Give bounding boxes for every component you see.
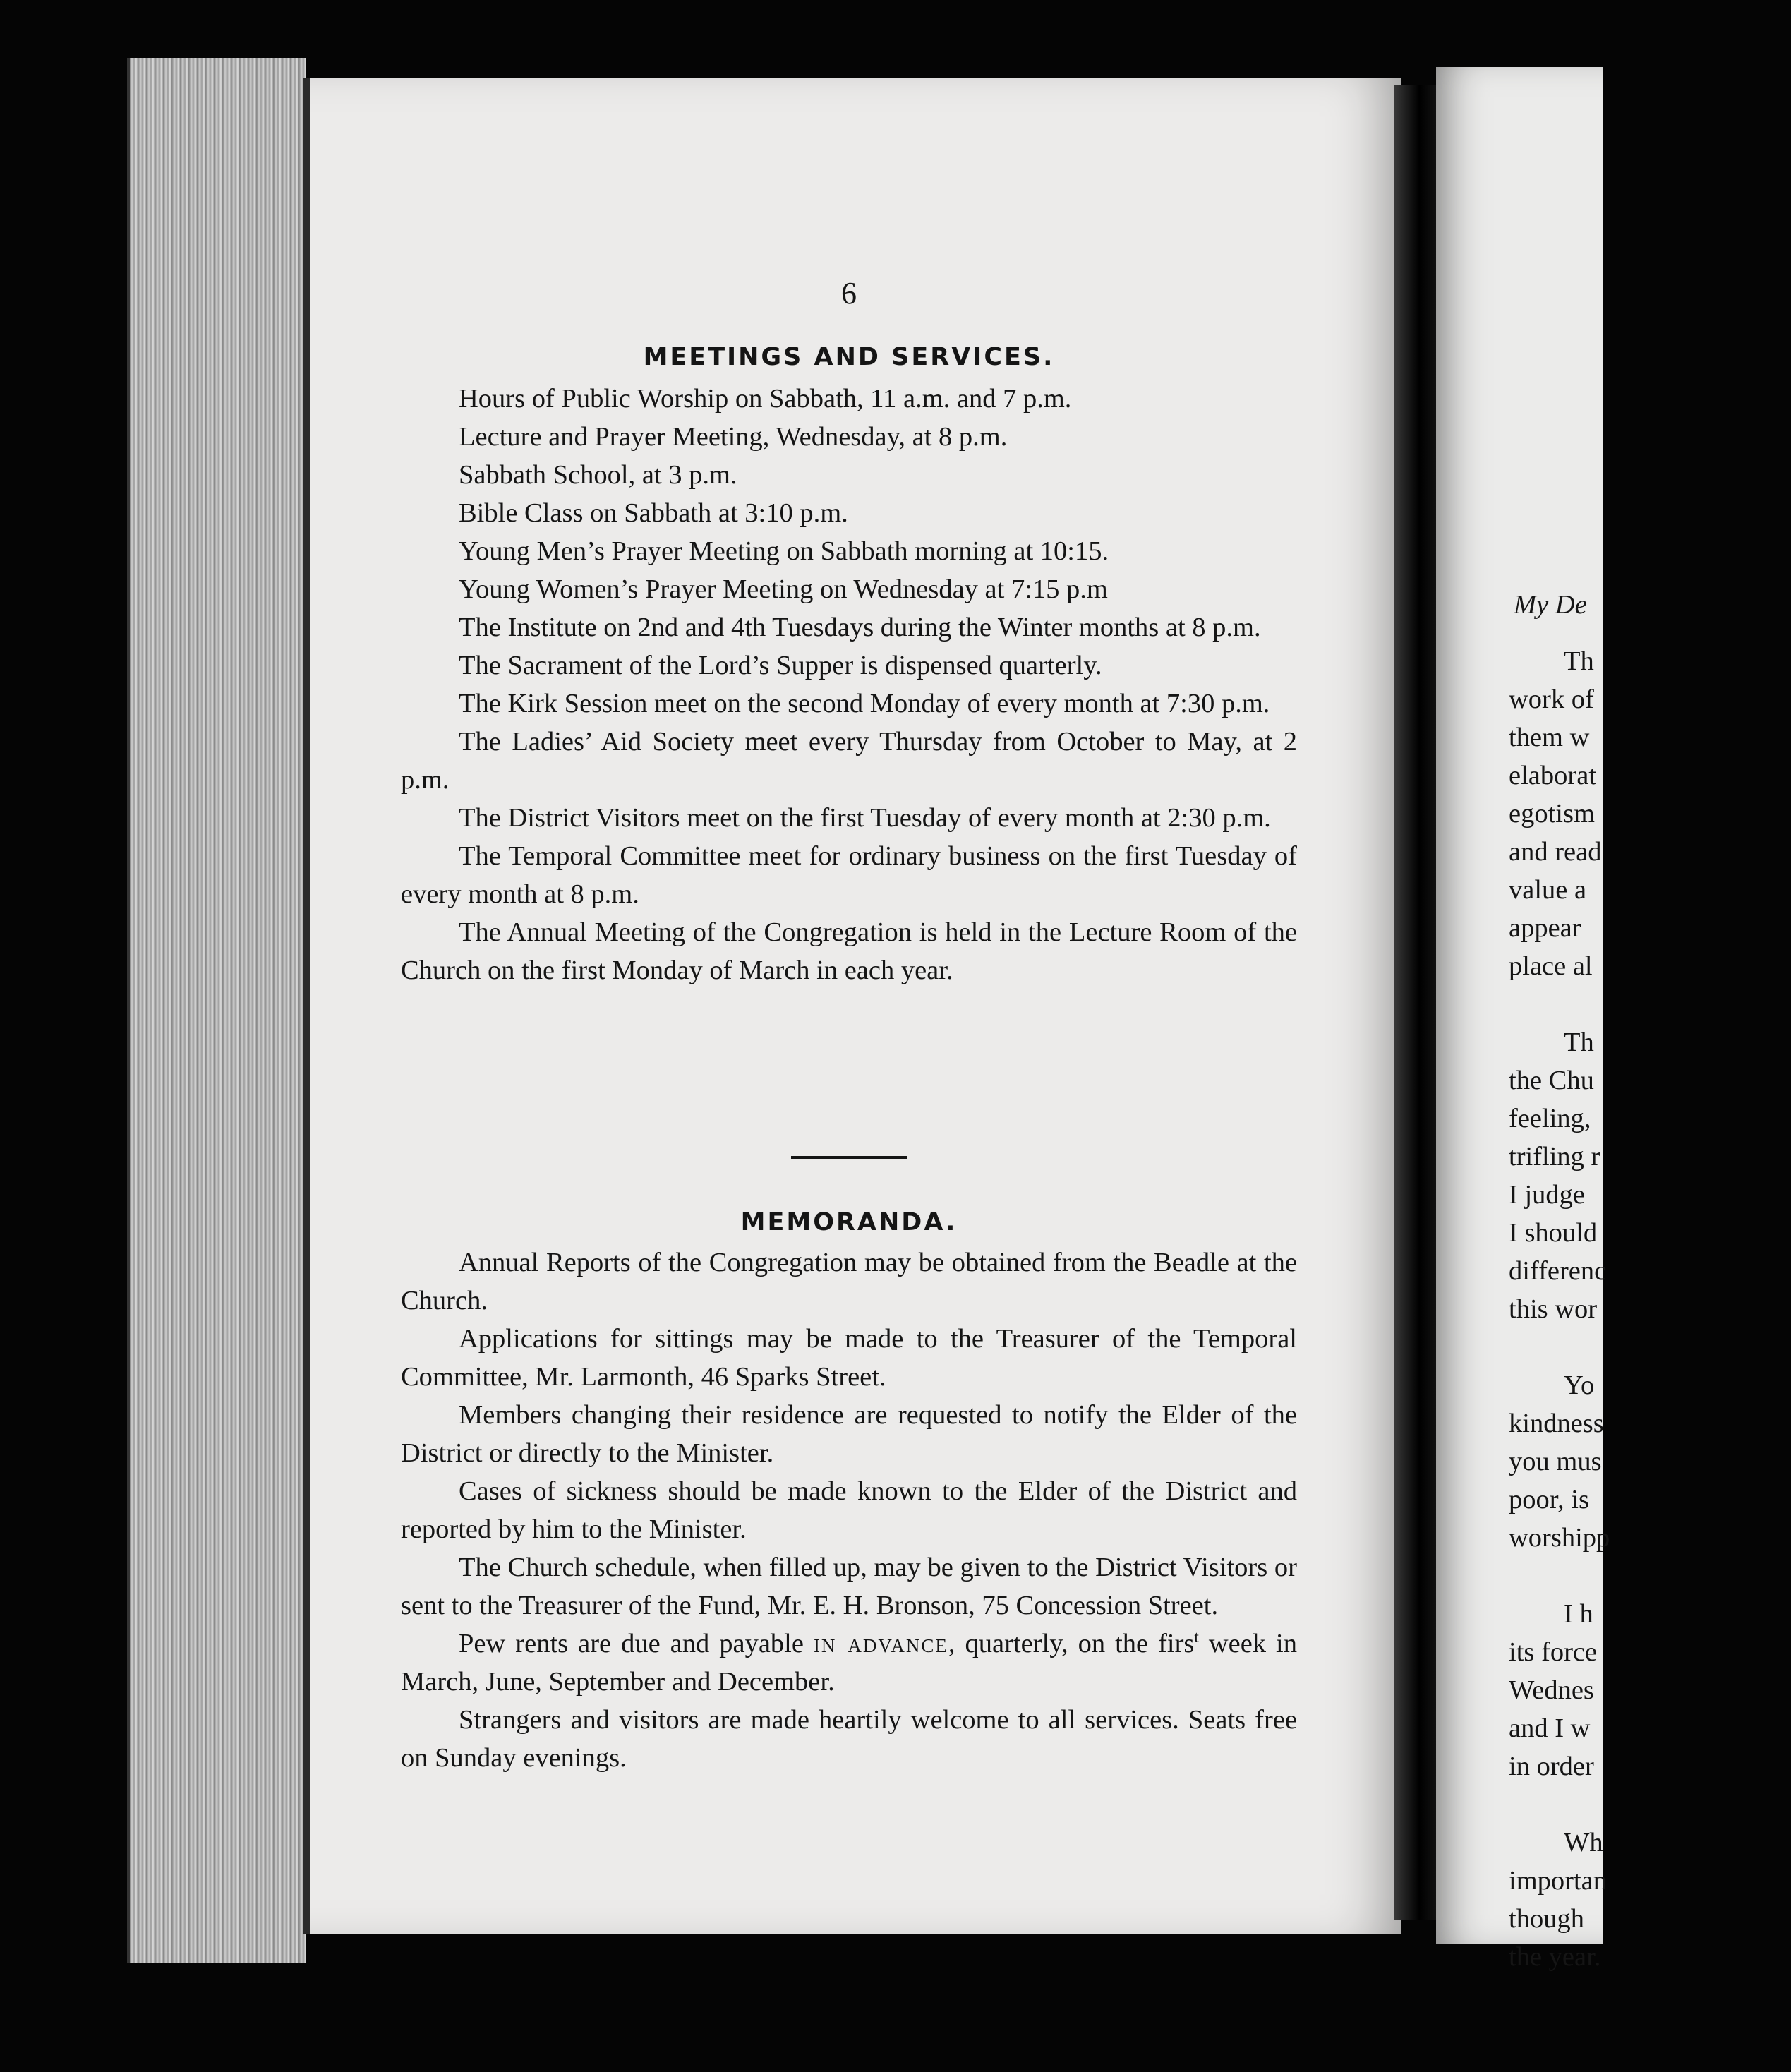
right-text-line: work of [1509,685,1594,714]
meeting-item-3: Sabbath School, at 3 p.m. [459,460,737,490]
right-text-line: Wednes [1509,1675,1594,1705]
meeting-item-6: Young Women’s Prayer Meeting on Wednesday at 7:15 p.m [459,574,1108,604]
right-text-line: appear [1509,913,1581,943]
section-title-memoranda: MEMORANDA. [740,1208,958,1236]
right-text-line: value a [1509,875,1587,905]
right-text-line: Yo [1564,1371,1595,1400]
memoranda-paragraphs [401,1243,1297,1625]
section-title-meetings: MEETINGS AND SERVICES. [643,343,1055,371]
right-text-line: worshipp [1509,1523,1610,1553]
memo-pew-rents [401,1625,1297,1701]
meeting-item-11: The District Visitors meet on the first Tuesday of every month at 2:30 p.m. [459,803,1271,833]
pew-text-in-advance: in advance [813,1629,948,1658]
book-gutter [1394,85,1436,1920]
right-page [1436,67,1610,1972]
right-text-line: feeling, [1509,1104,1591,1133]
right-text-line: in order [1509,1752,1594,1781]
right-text-line: and I w [1509,1713,1591,1743]
right-text-line: this wor [1509,1294,1598,1324]
right-text-line: I should [1509,1218,1598,1248]
right-text-line: egotism [1509,799,1595,829]
pew-text-end: week in March, June, September and December. [401,1629,1297,1697]
right-text-line: you mus [1509,1447,1602,1476]
right-paragraph-gap [1509,1328,1791,1366]
right-text-line: trifling r [1509,1142,1600,1171]
right-text-line: place al [1509,951,1593,981]
meeting-item-12: The Temporal Committee meet for ordinary business on the first Tuesday of every month at 8 p.m. [401,841,1297,909]
right-paragraph-gap [1509,1557,1791,1595]
right-text-line: differenc [1509,1256,1607,1286]
memo-closing: Strangers and visitors are made heartily welcome to all services. Seats free on Sunday evenings. [401,1705,1297,1773]
pew-text-before: Pew rents are due and payable [459,1629,814,1658]
right-text-line: poor, is [1509,1485,1589,1514]
meeting-item-4: Bible Class on Sabbath at 3:10 p.m. [459,498,848,528]
memoranda-list [401,1243,1297,1777]
right-text-line: I h [1564,1599,1593,1629]
meeting-item-1: Hours of Public Worship on Sabbath, 11 a.m. and 7 p.m. [459,384,1072,414]
pew-text-after: , quarterly, on the firs [948,1629,1195,1658]
right-text-line: the Chu [1509,1066,1594,1095]
right-text-line: kindness [1509,1409,1604,1438]
meeting-item-7: The Institute on 2nd and 4th Tuesdays during the Winter months at 8 p.m. [459,613,1261,642]
page-number: 6 [841,276,857,311]
meeting-item-9: The Kirk Session meet on the second Monday of every month at 7:30 p.m. [459,689,1270,718]
section-divider [791,1156,907,1159]
right-text-line: them w [1509,723,1590,752]
meeting-item-8: The Sacrament of the Lord’s Supper is dispensed quarterly. [459,651,1102,680]
right-paragraph-gap [1509,1785,1791,1824]
right-text-line: though [1509,1904,1584,1934]
right-salutation: My De [1514,590,1587,620]
meeting-item-10: The Ladies’ Aid Society meet every Thursday from October to May, at 2 p.m. [401,727,1297,795]
memo-item-2: Applications for sittings may be made to the Treasurer of the Temporal Committee, Mr. Larmonth, 46 Sparks Street. [401,1324,1297,1392]
meeting-item-5: Young Men’s Prayer Meeting on Sabbath morning at 10:15. [459,536,1109,566]
right-text-line: the year. [1509,1942,1601,1972]
right-text-line: its force [1509,1637,1598,1667]
right-page-text [1509,642,1791,1976]
meetings-list [401,380,1297,989]
right-paragraph-gap [1509,985,1791,1023]
memo-item-3: Members changing their residence are requested to notify the Elder of the District or directly to the Minister. [401,1400,1297,1468]
pew-text-sup: t [1194,1627,1199,1646]
right-text-line: elaborat [1509,761,1596,790]
right-text-line: Wh [1564,1828,1603,1857]
memo-item-4: Cases of sickness should be made known to the Elder of the District and reported by him to the Minister. [401,1476,1297,1544]
book-page-edges [127,58,306,1963]
memo-item-1: Annual Reports of the Congregation may be obtained from the Beadle at the Church. [401,1248,1297,1315]
right-text-line: and read [1509,837,1602,867]
memo-item-5: The Church schedule, when filled up, may be given to the District Visitors or sent to the Treasurer of the Fund, Mr. E. H. Bronson, 75 Concession Street. [401,1553,1297,1620]
right-text-line: Th [1564,1028,1594,1057]
right-text-line: Th [1564,646,1594,676]
right-text-line: I judge [1509,1180,1585,1210]
right-text-line: importan [1509,1866,1607,1896]
meeting-item-2: Lecture and Prayer Meeting, Wednesday, at 8 p.m. [459,422,1008,452]
meeting-item-13: The Annual Meeting of the Congregation is held in the Lecture Room of the Church on the first Monday of March in each year. [401,917,1297,985]
